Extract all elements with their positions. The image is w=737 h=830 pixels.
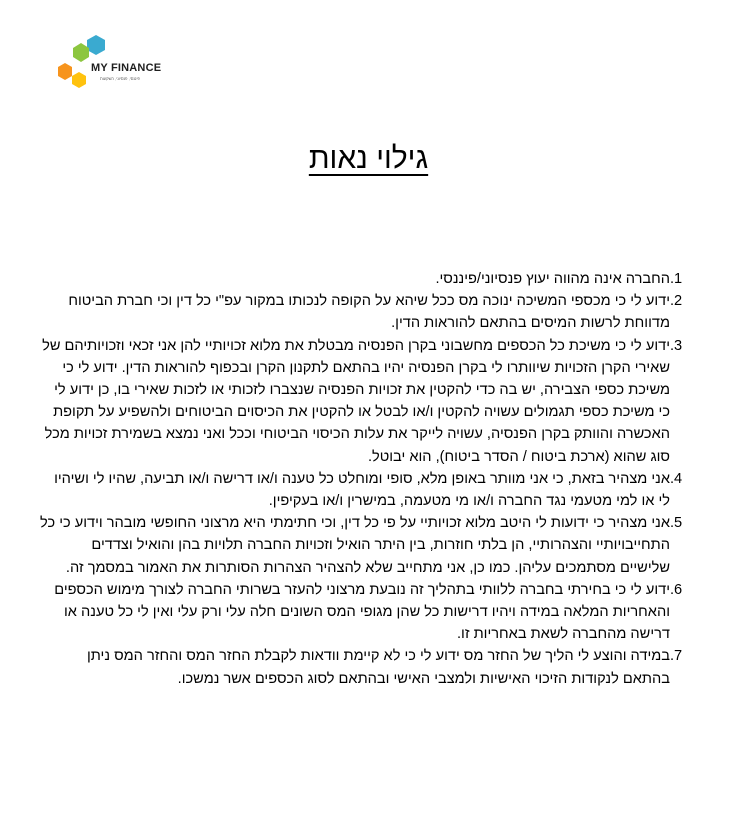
item-text: החברה אינה מהווה יעוץ פנסיוני/פיננסי.	[435, 271, 670, 287]
item-number: .7	[670, 648, 683, 665]
item-number: .3	[670, 337, 683, 354]
company-logo	[56, 34, 176, 94]
logo-wordmark: MY FINANCE	[91, 62, 162, 74]
item-number: .6	[670, 581, 683, 598]
logo-tagline: פיננסי, פנסיוני, השקעות	[100, 76, 140, 81]
item-number: .4	[670, 470, 683, 487]
item-text: ידוע לי כי מכספי המשיכה ינוכה מס ככל שיהא על הקופה לנכותו במקור עפ"י כל דין וכי חברת הביטוח מדווחת לרשות המיסים בהתאם להוראות הדין.	[68, 293, 670, 332]
disclosure-item	[40, 268, 700, 290]
disclosure-list	[40, 268, 700, 690]
item-text: אני מצהיר כי ידועות לי היטב מלוא זכויותיי על פי כל דין, וכי חתימתי היא מרצוני החופשי מובהר וידוע כי כל התחייבויותיי והצהרותיי, הן בלתי חוזרות, בין היתר הואיל וזכויות החברה תלויות בהן והואיל וצדדים שלישיים מסתמכים עליהן. כמו כן, אני מתחייב שלא להצהיר הצהרות הסותרות את האמור במסמך זה.	[40, 515, 670, 576]
item-number: .5	[670, 515, 683, 532]
logo-hex-yellow	[72, 72, 86, 88]
disclosure-item	[40, 335, 700, 468]
item-number: .1	[670, 271, 683, 287]
disclosure-item	[40, 645, 700, 689]
item-number: .2	[670, 293, 683, 310]
item-text: ידוע לי כי בחירתי בחברה ללוותי בתהליך זה נובעת מרצוני להעזר בשרותי החברה לצורך מימוש הכספים והאחריות המלאה במידה ויהיו דרישות כל שהן מגופי המס השונים חלה עלי ורק עלי ואין לי כל טענה או דרישה מהחברה לשאת באחריות זו.	[54, 581, 670, 643]
disclosure-item	[40, 579, 700, 646]
item-text: במידה והוצע לי הליך של החזר מס ידוע לי כי לא קיימת וודאות לקבלת החזר המס והחזר המס ניתן בהתאם לנקודות הזיכוי האישיות ולמצבי האישי ובהתאם לסוג הכספים אשר נמשכו.	[86, 648, 670, 687]
item-text: ידוע לי כי משיכת כל הכספים מחשבוני בקרן הפנסיה מבטלת את מלוא זכויותיי להן אני זכאי וזכויותיהם של שאירי הקרן הזכויות שיוותרו לי בקרן הפנסיה יהיו בהתאם לתקנון הקרן ובכפוף להוראות הדין. ידוע לי כי משיכת כספי הצבירה, יש בה כדי להקטין את זכויות הפנסיה שנצברו לזכותי או לזכות שאירי בו, כן ידוע לי כי משיכת כספי תגמולים עשויה להקטין ו/או לבטל או להקטין את הכיסוים הביטוחים ולהשפיע על תקופת האכשרה והוותק בקרן הפנסיה, עשויה לייקר את עלות הכיסוי הביטוחי וככל ואני נמצא בשמירת זכויות מכל סוג שהוא (ארכת ביטוח / הסדר ביטוח), הוא יבוטל.	[42, 337, 670, 465]
disclosure-item	[40, 512, 700, 579]
logo-hex-green	[73, 43, 89, 62]
logo-hex-orange	[58, 63, 72, 80]
disclosure-item	[40, 290, 700, 334]
disclosure-item	[40, 468, 700, 512]
item-text: אני מצהיר בזאת, כי אני מוותר באופן מלא, סופי ומוחלט כל טענה ו/או דרישה ו/או תביעה, שהיו לי ושיהיו לי או למי מטעמי נגד החברה ו/או מי מטעמה, במישרין ו/או בעקיפין.	[54, 470, 670, 510]
logo-hex-blue	[87, 35, 105, 55]
page-title: גילוי נאות	[308, 142, 429, 175]
